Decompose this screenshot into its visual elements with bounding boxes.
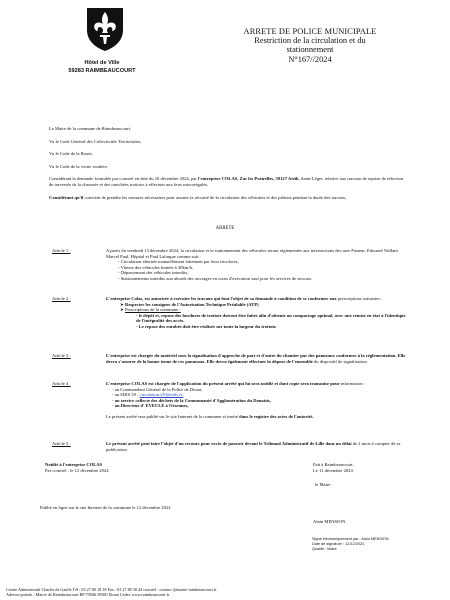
signer-name: Alain MENSION [313, 519, 346, 524]
list-item: - Vitesse des véhicules limitée à 30km/h, [118, 265, 406, 271]
article-5-label: Article 5 : [52, 441, 71, 446]
preamble-code-voirie: Vu le Code de la voirie routière, [49, 163, 109, 169]
article-4-list [106, 387, 406, 409]
fleur-de-lis-shield-icon [85, 6, 125, 52]
article-2-sublist [106, 313, 406, 330]
footer-line-1: Centre Administratif Charles de Gaulle Tél : 03 27 80 18 18 Fax : 03 27 80 30 42 courriel : contact @mairie-raimbeaucourt.fr [6, 587, 217, 592]
article-1-intro: A partir du vendredi 13 décembre 2024, la circulation et le stationnement des véhicules seront réglementés aux intersections des rues Pasteur, Edouard Vaillant Marcel Paul, Hôpital et Paul Lafargue comme suit : [106, 248, 398, 259]
notification-block [45, 462, 109, 474]
arrow-bullet-icon: ➤ [120, 301, 125, 307]
article-2-label: Article 2 : [52, 296, 71, 301]
preamble-considerant-1: Considérant la demande formulée par courriel en date du 10 décembre 2024, par l'entreprise COLAS, Zac les Prairelles, 59127 Arith, Saint-Léger, relative aux travaux de reprise de réfection de traversée de la chaussée et des tranchées trottoirs à effectuer aux feux microrégulés, [49, 176, 404, 187]
signature-role: le Maire [315, 481, 331, 487]
town-hall-block [52, 60, 152, 75]
article-1-label: Article 1 : [52, 248, 71, 253]
list-item: - Le repose des enrobés doit être réalisée sur toute la largeur du trottoir. [136, 324, 406, 330]
article-2-bullet-1: ➤ Respecter les consignes de l'Autorisation Technique Préalable (ATP) [120, 301, 259, 307]
arrete-number: N°167//2024 [288, 54, 332, 64]
title-line-1: ARRETE DE POLICE MUNICIPALE [243, 27, 377, 36]
arrete-heading: ARRETE [215, 226, 235, 231]
title-line-3: stationnement [286, 45, 334, 55]
preamble-considerant-2: Considérant qu'il convient de prendre les mesures nécessaires pour assurer la sécurité de la circulation des véhicules et des piétons pendant la durée des travaux, [49, 194, 347, 200]
list-item: - Dépassement des véhicules interdits, [118, 270, 406, 276]
signature-place-date [313, 462, 354, 487]
list-item: - Stationnements interdits aux abords des ouvrages en cours d'exécution sauf pour les services de secours. [118, 276, 406, 282]
article-1-body [106, 248, 406, 282]
article-4-body: L'entreprise COLAS est chargée de l'application du présent arrêté qui lui sera notifié et dont copie sera transmise pour information : - au Commandant Général de la Police de Douai, - au SDIS 59 : circulation.s59@sdis.fr, - au service collecte des déchets de la Communauté d'Agglomération du Douaisis, - au Directeur d' EVECLE à Orsennes, Le présent arrêté sera publié sur le site Internet de la commune et inséré dans le registre des actes de l'autorité. [106, 381, 406, 420]
article-2-body [106, 296, 406, 330]
publication-notice: Publié en ligne sur le site Internet de la commune le 12 décembre 2024 [40, 505, 171, 510]
title-line-2: Restriction de la circulation et du [254, 36, 366, 46]
article-5-body: Le présent arrêté peut faire l'objet d'un recours pour excès de pouvoir devant le Tribunal Administratif de Lille dans un délai de 2 mois à compter de sa publication. [106, 441, 401, 452]
article-2-bullet-2: ➤ Prescriptions de la commune : [120, 307, 181, 313]
list-item: - au Commandant Général de la Police de Douai, [112, 387, 406, 393]
notification-line-1: Notifié à l'entreprise COLAS [45, 462, 103, 467]
article-2-intro-bold: L'entreprise Colas, est autorisée à exécuter les travaux qui font l'objet de sa demande à condition de se conformer aux [106, 296, 337, 301]
footer-line-2: Adresse postale : Mairie de Raimbeaucourt BP 70946 59500 Douai Cedex www.raimbeaucourt.fr [6, 592, 170, 598]
signature-meta-signer: Signé électroniquement par : Alain MENSION [312, 537, 389, 541]
town-logo [85, 6, 125, 52]
article-3-body: L'entreprise est chargée du matériel sous la signalisation d'approche de part et d'autre du chantier par des panneaux conformes à la réglementation. Elle devra s'assurer de la bonne tenue de ces panneaux. Elle devra également effectuer la dépose de l'ensemble du dispositif de signalisation. [106, 353, 406, 364]
notification-line-2: Par courriel : le 12 décembre 2024 [45, 467, 109, 473]
list-item: - au service collecte des déchets de la Communauté d'Agglomération du Douaisis, [112, 398, 406, 404]
signature-date: Le 11 décembre 2024 [313, 467, 353, 473]
preamble [49, 126, 404, 200]
hotel-de-ville-label: Hôtel de Ville [84, 60, 120, 66]
sdis-email-link[interactable]: circulation.s59@sdis.fr, [139, 392, 184, 398]
list-item: - au Directeur d' EVECLE à Orsennes, [112, 403, 406, 409]
list-item: - au SDIS 59 : circulation.s59@sdis.fr, [112, 392, 406, 398]
signature-meta-date: Date de signature : 12/12/2024 [312, 542, 365, 546]
article-4-label: Article 4 : [52, 381, 71, 386]
article-2-intro-rest: prescriptions suivantes : [337, 296, 383, 301]
commune-label: 59283 RAIMBEAUCOURT [68, 67, 136, 74]
preamble-mayor: Le Maire de la commune de Raimbeaucourt, [49, 126, 132, 131]
article-4-closing: Le présent arrêté sera publié sur le site Internet de la commune et inséré dans le registre des actes de l'autorité. [106, 413, 314, 419]
list-item: - Circulation alternée manuellement faitement par feux tricolores, [118, 259, 406, 265]
article-1-list [106, 259, 406, 281]
preamble-code-route: Vu le Code de la Route, [49, 151, 93, 157]
preamble-cgct: Vu le Code Général des Collectivités Territoriales, [49, 138, 142, 144]
signature-meta-role: Qualité : Maire [312, 547, 337, 551]
signature-place: Fait à Raimbeaucourt, [313, 462, 354, 467]
page-footer [6, 587, 450, 597]
electronic-signature-meta [312, 537, 389, 552]
article-3-label: Article 3 : [52, 353, 71, 358]
document-title [225, 27, 395, 64]
list-item: - le dépôt et, repose des bordures de trottoir doivent être faites afin d'obtenir un compactage optimal, avec une remise en état à l'identique de l'intégralité des accès. [136, 313, 406, 324]
arrow-bullet-icon: ➤ [120, 307, 125, 313]
